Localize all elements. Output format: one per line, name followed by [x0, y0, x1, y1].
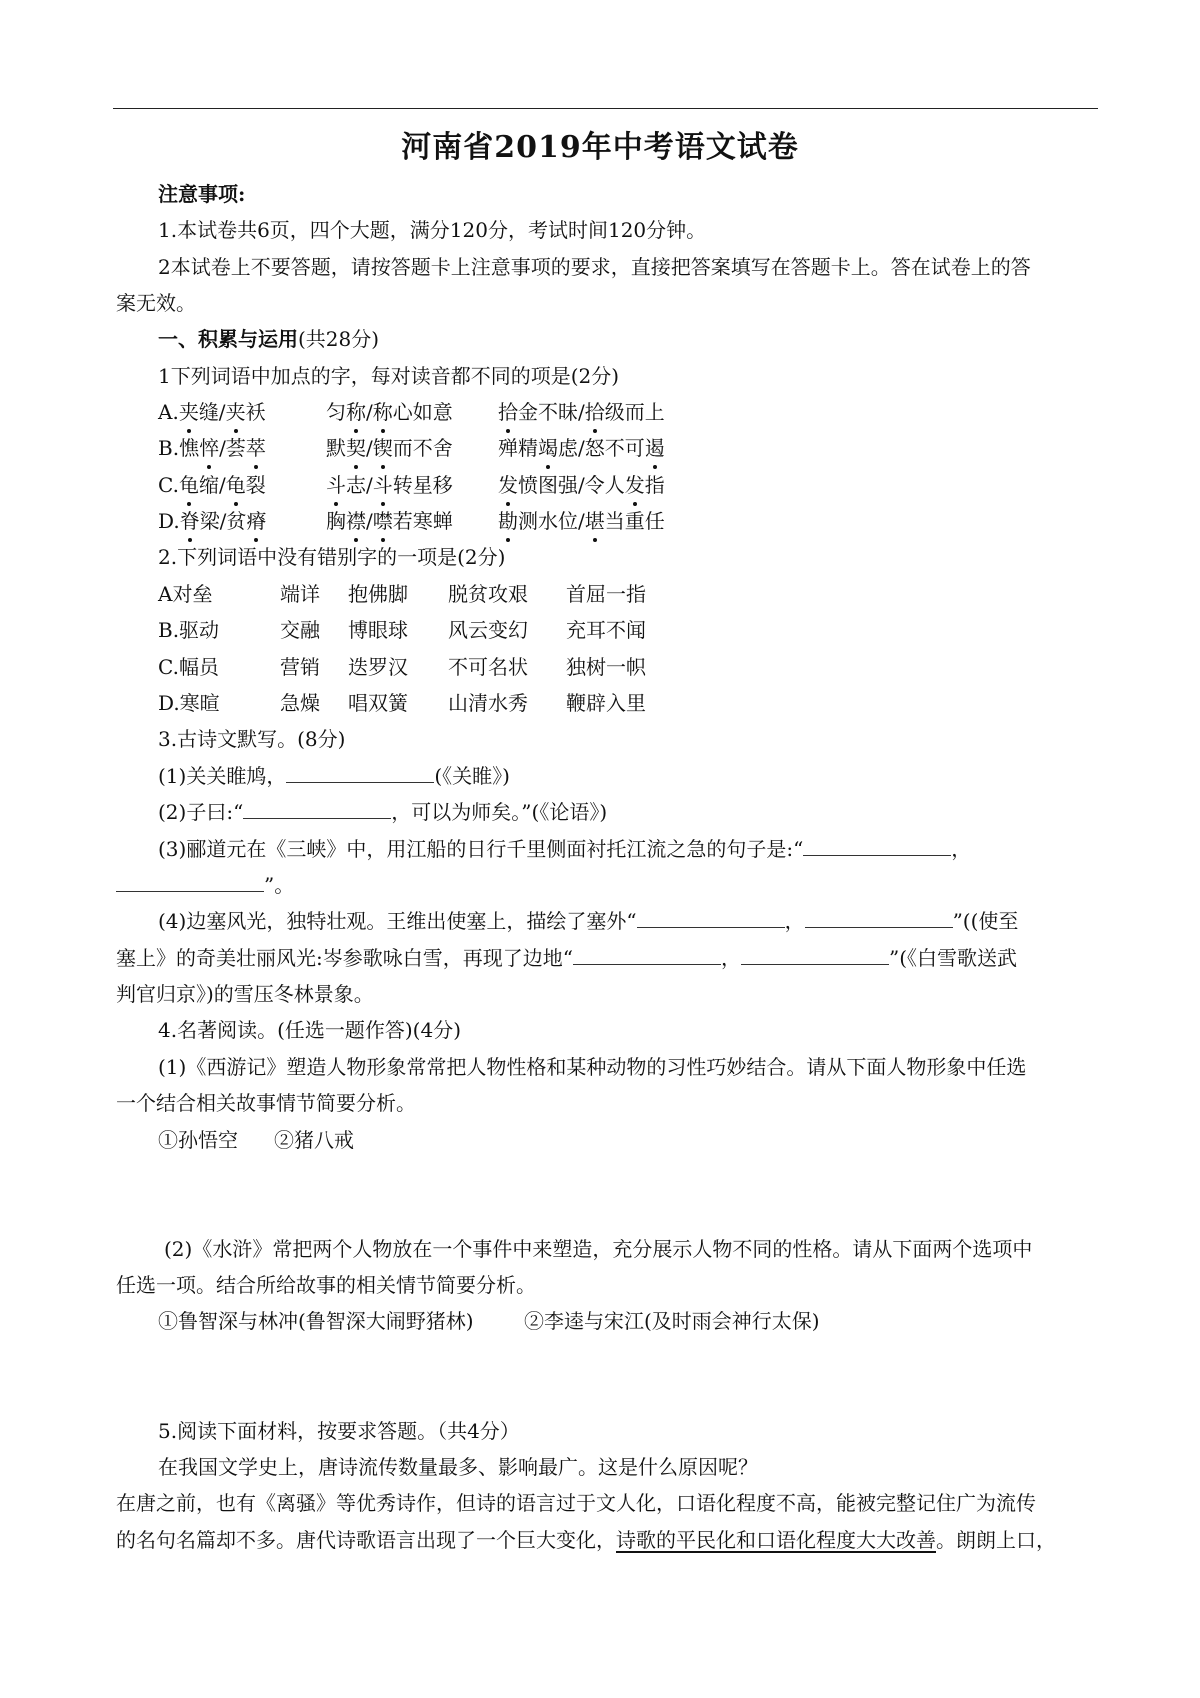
emphasis-dot-char: 拾: [498, 400, 518, 424]
option-text: 袄: [245, 400, 266, 424]
q5-passage-line-2: 在唐之前，也有《离骚》等优秀诗作，但诗的语言过于文人化，口语化程度不高，能被完整记住广为流传: [116, 1491, 1036, 1515]
q5-passage-text: 的名句名篇却不多。唐代诗歌语言出现了一个巨大变化，: [116, 1528, 616, 1552]
q2-option-row: [158, 653, 1058, 681]
section-1-heading-bold: 一、积累与运用: [158, 327, 298, 351]
emphasis-dot-char: 堪: [584, 509, 605, 533]
q4-stem: 4.名著阅读。(任选一题作答)(4分): [158, 1018, 462, 1042]
q2-option-word: 山清水秀: [448, 691, 528, 715]
q3-part-4-comma: ，: [784, 909, 805, 933]
emphasis-dot-char: 萃: [245, 436, 266, 460]
q2-option-word: 不可名状: [448, 655, 528, 679]
emphasis-dot-char: 斗: [326, 473, 346, 497]
q4-option-sun-wukong: ①孙悟空: [158, 1128, 238, 1152]
option-text: 当重任: [604, 509, 665, 533]
emphasis-dot-char: 噤: [372, 509, 393, 533]
q2-option-word: 博眼球: [348, 618, 408, 642]
q3-part-4-text: (4)边塞风光，独特壮观。王维出使塞上，描绘了塞外“: [158, 909, 637, 933]
q1-option-row: [158, 434, 1058, 462]
q4-part-2-line-1: (2)《水浒》常把两个人物放在一个事件中来塑造，充分展示人物不同的性格。请从下面两个选项中: [164, 1237, 1033, 1261]
q1-option-words: [326, 398, 453, 426]
notes-item-1: 1.本试卷共6页，四个大题，满分120分，考试时间120分钟。: [158, 218, 707, 242]
option-text: 测水位/: [518, 509, 585, 533]
q5-passage-line-3: [116, 1526, 1056, 1554]
q3-part-3-end: ”。: [264, 873, 295, 897]
header-rule: [113, 108, 1098, 109]
q5-passage-line-1: 在我国文学史上，唐诗流传数量最多、影响最广。这是什么原因呢？: [158, 1455, 758, 1479]
emphasis-dot-char: 悴: [199, 436, 220, 460]
q2-option-label: B.驱动: [158, 618, 220, 642]
q1-option-words: [326, 471, 453, 499]
option-text: 匀: [326, 400, 346, 424]
option-text: 志/: [346, 473, 373, 497]
q2-option-word: 脱贫攻艰: [448, 582, 528, 606]
q2-option-word: 迭罗汉: [348, 655, 408, 679]
q1-option-label: A.: [158, 400, 179, 424]
q1-option-words: [326, 434, 453, 462]
q3-stem: 3.古诗文默写。(8分): [158, 727, 346, 751]
emphasis-dot-char: 发: [624, 473, 645, 497]
q4-part-1-options: [158, 1126, 558, 1154]
q2-option-word: 独树一帜: [566, 655, 646, 679]
q2-option-word: 抱佛脚: [348, 582, 408, 606]
option-text: 金不昧/: [518, 400, 585, 424]
emphasis-dot-char: 竭: [538, 436, 558, 460]
q1-option-row: [158, 471, 1058, 499]
q4-option-li-song: ②李逵与宋江(及时雨会神行太保): [524, 1309, 820, 1333]
answer-blank: [116, 875, 264, 892]
answer-blank: [243, 802, 391, 819]
answer-blank: [573, 948, 721, 965]
q2-option-row: [158, 689, 1058, 717]
q2-option-word: 鞭辟入里: [566, 691, 646, 715]
option-text: 精: [518, 436, 538, 460]
answer-blank: [741, 948, 889, 965]
q2-option-label: C.幅员: [158, 655, 219, 679]
q1-option-words: [498, 471, 665, 499]
option-text: /: [366, 400, 373, 424]
q3-part-4-line-3: 判官归京》)的雪压冬林景象。: [116, 982, 374, 1006]
q3-part-2-source: ，可以为师矣。”(《论语》): [391, 800, 608, 824]
option-text: /荟: [219, 436, 246, 460]
emphasis-dot-char: 夹: [178, 400, 199, 424]
emphasis-dot-char: 襟: [346, 509, 366, 533]
q4-part-1-line-2: 一个结合相关故事情节简要分析。: [116, 1091, 416, 1115]
option-text: 指: [644, 473, 665, 497]
notes-item-2-line-2: 案无效。: [116, 291, 196, 315]
q2-option-label: D.寒暄: [158, 691, 220, 715]
q4-option-lu-lin: ①鲁智深与林冲(鲁智深大闹野猪林): [158, 1309, 474, 1333]
emphasis-dot-char: 锲: [372, 436, 393, 460]
emphasis-dot-char: 称: [372, 400, 393, 424]
q2-option-word: 营销: [280, 655, 320, 679]
q3-part-2-text: (2)子曰:“: [158, 800, 244, 824]
page-title: 河南省2019年中考语文试卷: [401, 130, 799, 165]
option-text: 转星移: [392, 473, 453, 497]
notes-heading: 注意事项:: [158, 182, 246, 206]
q2-option-word: 交融: [280, 618, 320, 642]
q3-part-3-line-2: [116, 871, 294, 899]
q1-option-row: [158, 507, 1058, 535]
section-1-heading: [158, 325, 379, 353]
option-text: 默: [326, 436, 346, 460]
answer-blank: [286, 766, 434, 783]
emphasis-dot-char: 龟: [225, 473, 246, 497]
answer-blank: [803, 839, 951, 856]
q3-part-4-line-1: [158, 907, 1018, 935]
emphasis-dot-char: 契: [346, 436, 366, 460]
q2-option-word: 首屈一指: [566, 582, 646, 606]
option-text: /: [366, 509, 373, 533]
option-text: 若寒蝉: [392, 509, 453, 533]
q3-part-4-source-a: ”((使至: [952, 909, 1019, 933]
q1-option-words: [498, 507, 665, 535]
q1-option-words: [158, 398, 266, 426]
q2-option-label: A对垒: [158, 582, 213, 606]
emphasis-dot-char: 发: [498, 473, 518, 497]
answer-blank: [805, 911, 953, 928]
emphasis-dot-char: 称: [346, 400, 366, 424]
q1-option-words: [326, 507, 453, 535]
q1-option-words: [158, 471, 266, 499]
option-text: 殚: [498, 436, 518, 460]
q5-stem: 5.阅读下面材料，按要求答题。（共4分）: [158, 1419, 520, 1443]
emphasis-dot-char: 脊: [179, 509, 200, 533]
q1-option-label: D.: [158, 509, 180, 533]
q5-underlined-phrase: 诗歌的平民化和口语化程度大大改善: [616, 1528, 936, 1552]
emphasis-dot-char: 斗: [372, 473, 393, 497]
section-1-heading-score: (共28分): [298, 327, 380, 351]
emphasis-dot-char: 拾: [584, 400, 605, 424]
q1-option-words: [158, 434, 266, 462]
q1-stem: 1下列词语中加点的字，每对读音都不同的项是(2分): [158, 364, 620, 388]
q1-option-label: C.: [158, 473, 179, 497]
q2-stem: 2.下列词语中没有错别字的一项是(2分): [158, 545, 506, 569]
q3-part-1: [158, 762, 510, 790]
q2-option-row: [158, 580, 1058, 608]
option-text: 梁/贫: [199, 509, 247, 533]
q1-option-words: [498, 434, 665, 462]
q3-part-3-line-1: [158, 835, 971, 863]
q3-part-1-source: (《关睢》): [434, 764, 510, 788]
q1-option-words: [498, 398, 665, 426]
q3-part-2: [158, 798, 607, 826]
option-text: 而不舍: [392, 436, 453, 460]
q2-option-word: 风云变幻: [448, 618, 528, 642]
emphasis-dot-char: 夹: [225, 400, 246, 424]
q2-option-word: 唱双簧: [348, 691, 408, 715]
q4-option-zhu-bajie: ②猪八戒: [274, 1128, 354, 1152]
option-text: 憔: [179, 436, 200, 460]
emphasis-dot-char: 勘: [498, 509, 518, 533]
q4-part-2-options: [158, 1307, 1058, 1335]
q1-option-label: B.: [158, 436, 180, 460]
option-text: 缝/: [198, 400, 226, 424]
q4-part-1-line-1: (1)《西游记》塑造人物形象常常把人物性格和某种动物的习性巧妙结合。请从下面人物形象中任选: [158, 1055, 1027, 1079]
emphasis-dot-char: 瘠: [246, 509, 267, 533]
emphasis-dot-char: 遏: [644, 436, 665, 460]
q2-option-row: [158, 616, 1058, 644]
q1-option-row: [158, 398, 1058, 426]
option-text: 胸: [326, 509, 346, 533]
option-text: 愤图强/令人: [518, 473, 625, 497]
q2-option-word: 急燥: [280, 691, 320, 715]
q3-part-1-text: (1)关关睢鸠，: [158, 764, 287, 788]
notes-item-2-line-1: 2本试卷上不要答题，请按答题卡上注意事项的要求，直接把答案填写在答题卡上。答在试卷上的答: [158, 255, 1031, 279]
q1-option-words: [158, 507, 266, 535]
q3-part-4-line-2: [116, 944, 1017, 972]
option-text: 裂: [245, 473, 266, 497]
q2-option-word: 端详: [280, 582, 320, 606]
option-text: 级而上: [604, 400, 665, 424]
q3-part-4-source-b: ”(《白雪歌送武: [888, 946, 1017, 970]
q3-part-3-text: (3)郦道元在《三峡》中，用江船的日行千里侧面衬托江流之急的句子是:“: [158, 837, 804, 861]
q3-part-4-comma-2: ，: [720, 946, 741, 970]
q2-option-word: 充耳不闻: [566, 618, 646, 642]
option-text: 缩/: [198, 473, 226, 497]
q3-part-3-comma: ，: [951, 837, 972, 861]
option-text: 心如意: [392, 400, 453, 424]
q5-passage-text-end: 。朗朗上口，: [936, 1528, 1056, 1552]
q3-part-4-text-2: 塞上》的奇美壮丽风光:岑参歌咏白雪，再现了边地“: [116, 946, 573, 970]
answer-blank: [637, 911, 785, 928]
option-text: 虑/怒不可: [558, 436, 645, 460]
emphasis-dot-char: 龟: [178, 473, 199, 497]
option-text: /: [366, 436, 373, 460]
q4-part-2-line-2: 任选一项。结合所给故事的相关情节简要分析。: [116, 1273, 536, 1297]
